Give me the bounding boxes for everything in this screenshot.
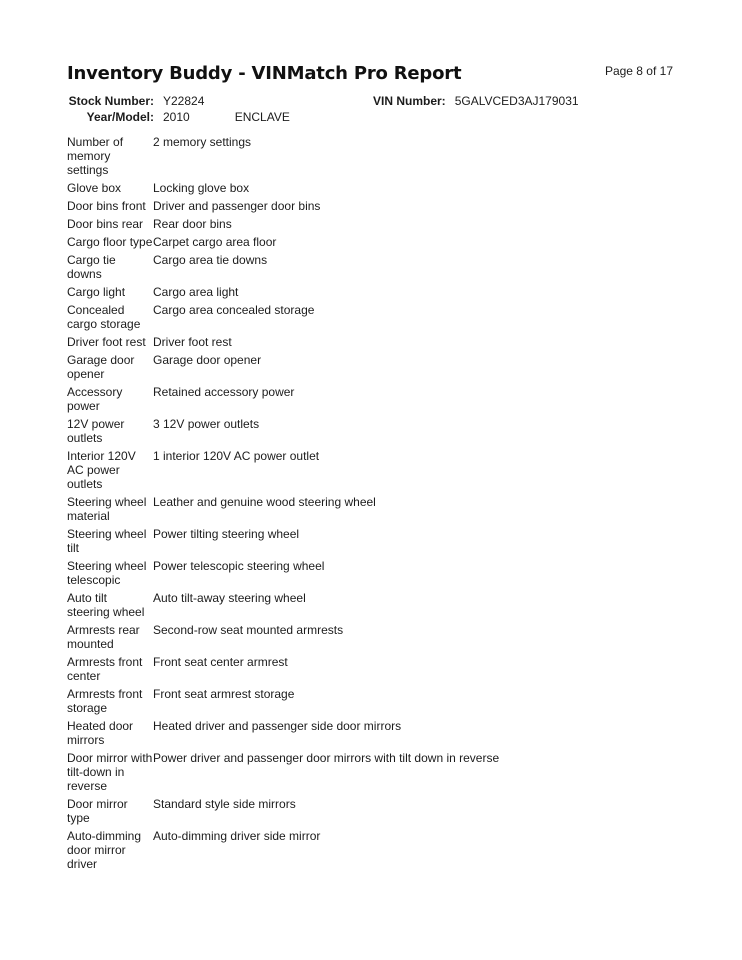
feature-label: Armrests front center xyxy=(67,655,143,683)
feature-value: Locking glove box xyxy=(153,181,250,195)
feature-label: Steering wheel material xyxy=(67,495,147,523)
feature-row xyxy=(67,797,673,825)
feature-label: Door mirror type xyxy=(67,797,128,825)
feature-label: 12V power outlets xyxy=(67,417,125,445)
feature-list xyxy=(67,135,673,871)
feature-label: Number of memory settings xyxy=(67,135,124,177)
feature-label: Door mirror with tilt-down in reverse xyxy=(67,751,153,793)
feature-row xyxy=(67,335,673,349)
feature-row xyxy=(67,135,673,177)
feature-value: Cargo area concealed storage xyxy=(153,303,315,317)
vin-label: VIN Number: xyxy=(373,94,446,108)
year-model-row xyxy=(67,110,673,124)
feature-value: Rear door bins xyxy=(153,217,232,231)
feature-row xyxy=(67,591,673,619)
feature-row xyxy=(67,495,673,523)
feature-row xyxy=(67,199,673,213)
feature-row xyxy=(67,559,673,587)
feature-label: Cargo light xyxy=(67,285,126,299)
feature-row xyxy=(67,303,673,331)
feature-row xyxy=(67,829,673,871)
feature-value: Power tilting steering wheel xyxy=(153,527,300,541)
feature-row xyxy=(67,655,673,683)
year-model-label: Year/Model: xyxy=(86,110,154,124)
feature-label: Armrests front storage xyxy=(67,687,143,715)
feature-label: Accessory power xyxy=(67,385,123,413)
vin-value: 5GALVCED3AJ179031 xyxy=(454,94,579,108)
feature-value: Leather and genuine wood steering wheel xyxy=(153,495,376,509)
page-title: Inventory Buddy - VINMatch Pro Report xyxy=(67,63,462,84)
vin-group xyxy=(373,94,579,108)
feature-value: Heated driver and passenger side door mirrors xyxy=(153,719,402,733)
feature-label: Cargo tie downs xyxy=(67,253,116,281)
feature-label: Interior 120V AC power outlets xyxy=(67,449,136,491)
feature-label: Driver foot rest xyxy=(67,335,146,349)
feature-row xyxy=(67,385,673,413)
report-header xyxy=(67,62,673,86)
feature-value: Carpet cargo area floor xyxy=(153,235,277,249)
feature-value: Driver foot rest xyxy=(153,335,232,349)
model-value: ENCLAVE xyxy=(234,110,290,124)
feature-row xyxy=(67,687,673,715)
feature-label: Auto tilt steering wheel xyxy=(67,591,145,619)
feature-value: Auto tilt-away steering wheel xyxy=(153,591,306,605)
feature-label: Steering wheel tilt xyxy=(67,527,147,555)
feature-value: Cargo area light xyxy=(153,285,239,299)
page-indicator: Page 8 of 17 xyxy=(604,64,673,78)
feature-row xyxy=(67,417,673,445)
feature-row xyxy=(67,353,673,381)
feature-row xyxy=(67,719,673,747)
feature-row xyxy=(67,751,673,793)
feature-value: Second-row seat mounted armrests xyxy=(153,623,344,637)
feature-label: Concealed cargo storage xyxy=(67,303,141,331)
stock-number-label: Stock Number: xyxy=(68,94,154,108)
feature-value: 2 memory settings xyxy=(153,135,252,149)
stock-number-row xyxy=(67,94,673,108)
feature-value: Front seat center armrest xyxy=(153,655,288,669)
feature-value: Retained accessory power xyxy=(153,385,295,399)
feature-row xyxy=(67,235,673,249)
feature-row xyxy=(67,181,673,195)
feature-value: Power telescopic steering wheel xyxy=(153,559,325,573)
feature-value: 3 12V power outlets xyxy=(153,417,260,431)
feature-value: Auto-dimming driver side mirror xyxy=(153,829,321,843)
feature-value: Driver and passenger door bins xyxy=(153,199,321,213)
feature-value: Power driver and passenger door mirrors with tilt down in reverse xyxy=(153,751,500,765)
feature-label: Door bins front xyxy=(67,199,146,213)
feature-row xyxy=(67,449,673,491)
stock-number-value: Y22824 xyxy=(163,94,205,108)
feature-value: Cargo area tie downs xyxy=(153,253,268,267)
feature-value: Garage door opener xyxy=(153,353,262,367)
feature-value: 1 interior 120V AC power outlet xyxy=(153,449,320,463)
vehicle-meta xyxy=(67,94,673,124)
feature-label: Door bins rear xyxy=(67,217,144,231)
feature-row xyxy=(67,623,673,651)
feature-label: Glove box xyxy=(67,181,122,195)
feature-label: Garage door opener xyxy=(67,353,135,381)
feature-row xyxy=(67,253,673,281)
feature-label: Auto-dimming door mirror driver xyxy=(67,829,142,871)
feature-label: Heated door mirrors xyxy=(67,719,134,747)
feature-label: Steering wheel telescopic xyxy=(67,559,147,587)
feature-row xyxy=(67,527,673,555)
feature-value: Standard style side mirrors xyxy=(153,797,296,811)
feature-row xyxy=(67,285,673,299)
feature-row xyxy=(67,217,673,231)
feature-label: Cargo floor type xyxy=(67,235,153,249)
feature-value: Front seat armrest storage xyxy=(153,687,295,701)
year-value: 2010 xyxy=(163,110,190,124)
feature-label: Armrests rear mounted xyxy=(67,623,140,651)
